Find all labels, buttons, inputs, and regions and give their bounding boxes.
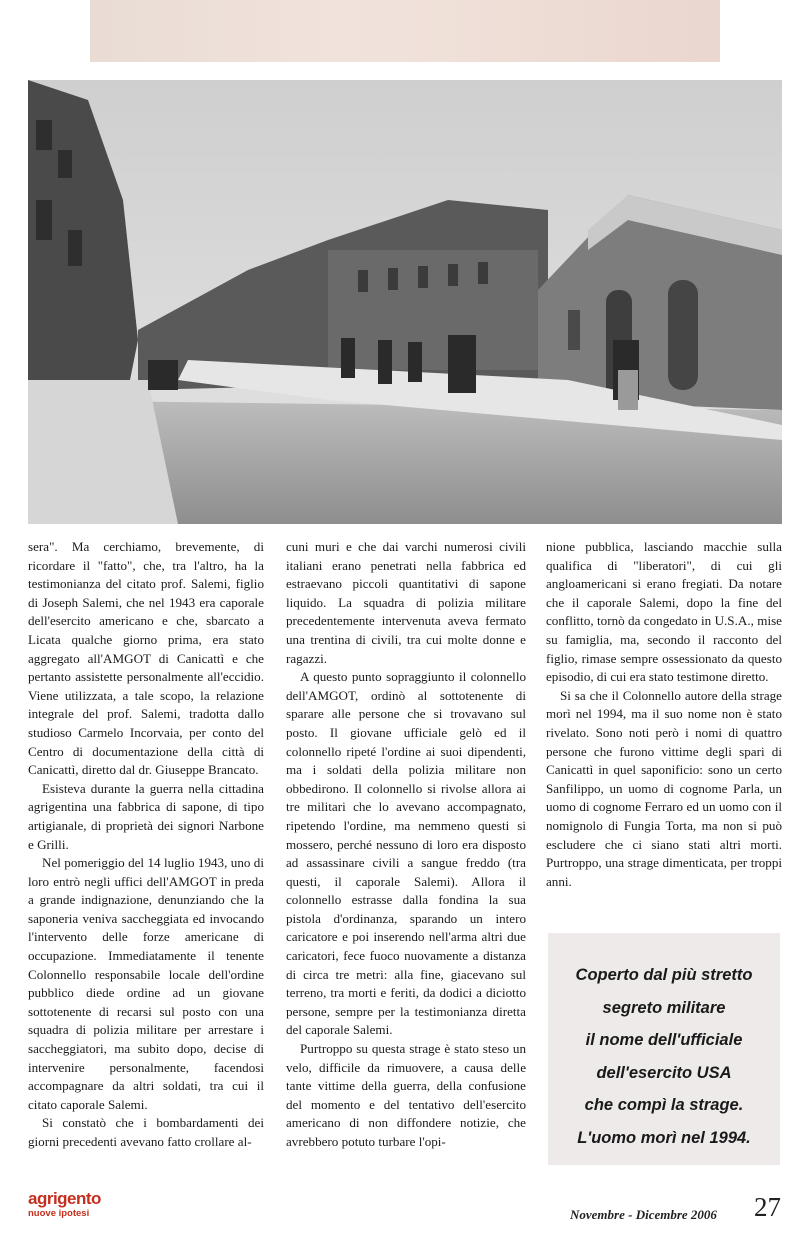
logo-subtitle: nuove ipotesi bbox=[28, 1208, 90, 1219]
paragraph: Si sa che il Colonnello autore della strage morì nel 1994, ma il suo nome non è stato rivelato. Sono noti però i nomi di quattro persone che furono vittime degli spari di Canicattì in quel saponificio: sono un certo Sanfilippo, un uomo di cognome Parla, un uomo di cognome Ferraro ed un uomo con il nomignolo di Fungia Torta, ma non si può escludere che ci siano stati altri morti. Purtroppo, una strage dimenticata, per troppi anni. bbox=[546, 687, 782, 889]
paragraph: Nel pomeriggio del 14 luglio 1943, uno di loro entrò negli uffici dell'AMGOT in preda a grande indignazione, denunziando che la saponeria veniva saccheggiata ed invocando l'intervento delle forze americane di occupazione. Immediatamente il tenente Colonnello responsabile locale dell'ordine pubblico diede ordine ad un giovane sottotenente di recarsi sul posto con una squadra di polizia militare per arrestare i saccheggiatori, ma subito dopo, decise di intervenire personalmente, facendosi accompagnare da altri soldati, tra cui il citato caporale Salemi. bbox=[28, 855, 264, 1112]
article-column-1 bbox=[28, 538, 264, 1152]
pull-quote-line: segreto militare bbox=[602, 998, 726, 1017]
paragraph: nione pubblica, lasciando macchie sulla qualifica di "liberatori", di cui gli angloamericani si erano fregiati. Da notare che il caporale Salemi, dopo la fine del conflitto, tornò da congedato in U.S.A., mise su famiglia, ma, secondo il racconto del figlio, rimase sempre ossessionato da questo episodio, di cui era stato testimone diretto. bbox=[546, 539, 782, 685]
paragraph: Esisteva durante la guerra nella cittadina agrigentina una fabbrica di sapone, di tipo artigianale, di proprietà dei signori Narbone e Grilli. bbox=[28, 780, 264, 852]
paragraph: Si constatò che i bombardamenti dei giorni precedenti avevano fatto crollare al- bbox=[28, 1115, 264, 1149]
paragraph: cuni muri e che dai varchi numerosi civili italiani erano penetrati nella fabbrica ed estraevano piccoli quantitativi di sapone liquido. La squadra di polizia militare precedentemente intervenuta aveva fermato una trentina di civili, tra cui molte donne e ragazzi. bbox=[286, 539, 526, 666]
pull-quote-line: dell'esercito USA bbox=[596, 1063, 732, 1082]
issue-date: Novembre - Dicembre 2006 bbox=[570, 1207, 717, 1222]
article-column-3 bbox=[546, 538, 782, 891]
top-color-strip bbox=[90, 0, 720, 62]
pull-quote-line: che compì la strage. bbox=[584, 1096, 744, 1114]
pull-quote-line: L'uomo morì nel 1994. bbox=[577, 1128, 751, 1147]
paragraph: A questo punto sopraggiunto il colonnello dell'AMGOT, ordinò al sottotenente di sparare alle persone che si trovavano sul posto. Il giovane ufficiale gelò ed il colonnello ripeté l'ordine ai suoi dipendenti, ma i soldati della polizia militare non obbedirono. Il colonnello si rivolse allora ai tre militari che lo avevano accompagnato, ripetendo l'ordine, ma nemmeno questi si mossero, perché nessuno di loro era disposto ad assassinare civili a sangue freddo (tra questi, il caporale Salemi). Allora il colonnello estrasse dalla fondina la sua pistola d'ordinanza, sparando un intero caricatore e poi inserendo nell'arma altri due caricatori, fece fuoco nuovamente a distanza di circa tre metri: alla fine, giacevano sul terreno, tra morti e feriti, da dodici a diciotto persone, sempre per la testimonianza diretta del caporale Salemi. bbox=[286, 669, 526, 1038]
historical-street-photo bbox=[28, 80, 782, 524]
page-number: 27 bbox=[754, 1192, 781, 1222]
article-column-2 bbox=[286, 538, 526, 1152]
paragraph: Purtroppo su questa strage è stato steso un velo, difficile da rimuovere, a causa delle tante vittime della guerra, della confusione del momento e del tentativo dell'esercito americano di non diffondere notizie, che avrebbero potuto turbare l'opi- bbox=[286, 1041, 526, 1149]
paragraph: sera". Ma cerchiamo, brevemente, di ricordare il "fatto", che, tra l'altro, ha la testimonianza del citato prof. Salemi, figlio di Joseph Salemi, che nel 1943 era caporale dell'esercito americano e che, sbarcato a Licata qualche giorno prima, era stato aggregato all'AMGOT di Canicattì e che pertanto assistette personalmente all'eccidio. Viene utilizzata, a tale scopo, la relazione integrale del prof. Salemi, tradotta dallo studioso Carmelo Incorvaia, per conto del Centro di documentazione della città di Canicattì, diretto dal dr. Giuseppe Brancato. bbox=[28, 539, 264, 778]
magazine-logo bbox=[28, 1189, 101, 1230]
pull-quote-box bbox=[548, 933, 780, 1165]
logo-title: agrigento bbox=[28, 1189, 101, 1208]
pull-quote-line: il nome dell'ufficiale bbox=[585, 1031, 743, 1049]
pull-quote-line: Coperto dal più stretto bbox=[575, 966, 753, 984]
